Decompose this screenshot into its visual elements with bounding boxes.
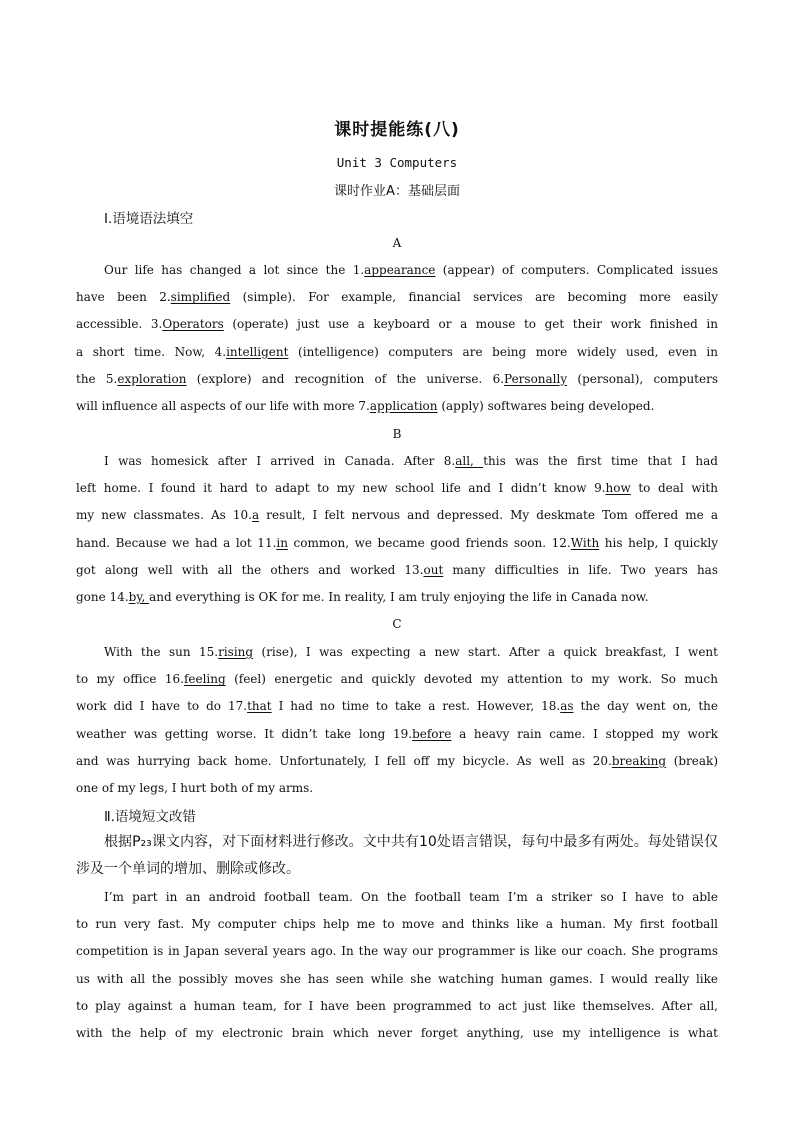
passage-text: and everything is OK for me. In reality, I am truly enjoying the life in Canada now. [149, 589, 649, 604]
passage-line [76, 475, 718, 502]
part-a-letter: A [392, 236, 402, 250]
section2-passage [76, 884, 718, 1047]
passage-line [76, 721, 718, 748]
passage-line: I’m part in an android football team. On the football team I’m a striker so I have to able [104, 890, 718, 904]
passage-text: this was the first time that I had [483, 454, 718, 468]
passage-text: and was hurrying back home. Unfortunately, I fell off my bicycle. As well as 20. [76, 753, 612, 768]
passage-line: to run very fast. My computer chips help me to move and thinks like a human. My first football [76, 917, 718, 932]
passage-text: (apply) softwares being developed. [437, 398, 655, 413]
answer-blank: as [560, 699, 574, 714]
part-b-passage [76, 448, 718, 611]
passage-text: (operate) just use a keyboard or a mouse to get their work finished in [223, 317, 718, 332]
passage-line: 根据P₂₃课文内容，对下面材料进行修改。文中共有10处语言错误，每句中最多有两处。每处错误仅 [104, 834, 718, 850]
passage-line [76, 639, 718, 666]
passage-text: (simple). For example, financial services are becoming more easily [230, 290, 719, 305]
passage-text: left home. I found it hard to adapt to my new school life and I didn’t know 9. [76, 481, 606, 496]
answer-blank: simplified [170, 290, 231, 305]
answer-blank: all, [455, 454, 484, 468]
passage-line [76, 339, 718, 366]
answer-blank: feeling [183, 672, 226, 687]
passage-line: us with all the possibly moves she has seen while she watching human games. I would really like [76, 971, 718, 986]
page-title: 课时提能练(八) [334, 120, 460, 140]
answer-blank: With [570, 535, 600, 550]
passage-line [76, 530, 718, 557]
passage-text: (appear) of computers. Complicated issues [435, 263, 719, 277]
passage-text: result, I felt nervous and depressed. My deskmate Tom offered me a [259, 508, 718, 523]
answer-blank: before [412, 726, 452, 741]
assignment-title: 课时作业A：基础层面 [334, 184, 460, 199]
passage-line [76, 366, 718, 393]
passage-text: (intelligence) computers are being more widely used, even in [288, 344, 718, 359]
answer-blank: that [247, 699, 272, 714]
passage-text: common, we became good friends soon. 12. [287, 535, 571, 550]
passage-line [76, 311, 718, 338]
passage-text: (break) [666, 753, 719, 768]
answer-blank: application [369, 398, 438, 413]
answer-blank: breaking [611, 753, 667, 768]
passage-line: with the help of my electronic brain which never forget anything, use my intelligence is what [76, 1025, 718, 1040]
passage-text: I had no time to take a rest. However, 18. [271, 699, 561, 714]
passage-text: Our life has changed a lot since the 1. [104, 263, 365, 277]
part-b-letter: B [392, 427, 402, 441]
passage-line [76, 693, 718, 720]
answer-blank: rising [218, 645, 254, 659]
passage-text: to deal with [630, 481, 718, 496]
passage-text: (personal), computers [567, 371, 719, 386]
passage-line [76, 284, 718, 311]
answer-blank: out [423, 562, 444, 577]
section1-heading: Ⅰ.语境语法填空 [104, 211, 194, 227]
section2-heading: Ⅱ.语境短文改错 [104, 809, 196, 825]
passage-line [76, 393, 718, 420]
answer-blank: Operators [162, 317, 224, 332]
passage-text: With the sun 15. [104, 645, 219, 659]
unit-title: Unit 3 Computers [336, 155, 458, 170]
passage-line: to play against a human team, for I have been programmed to act just like themselves. After all, [76, 998, 718, 1013]
passage-text: a heavy rain came. I stopped my work [451, 726, 718, 741]
passage-line [76, 775, 718, 802]
passage-text: weather was getting worse. It didn’t take long 19. [76, 726, 413, 741]
part-a-passage [76, 257, 718, 420]
passage-line [76, 502, 718, 529]
passage-line [76, 257, 718, 284]
passage-text: have been 2. [76, 290, 171, 305]
section2-instruction [76, 829, 718, 883]
passage-text: the day went on, the [573, 699, 718, 714]
passage-text: hand. Because we had a lot 11. [76, 535, 277, 550]
passage-text: accessible. 3. [76, 317, 163, 332]
passage-text: many difficulties in life. Two years has [443, 562, 718, 577]
answer-blank: in [276, 535, 288, 550]
part-c-letter: C [392, 617, 402, 631]
passage-line: competition is in Japan several years ago. In the way our programmer is like our coach. She programs [76, 944, 718, 959]
passage-text: his help, I quickly [599, 535, 718, 550]
passage-text: (rise), I was expecting a new start. After a quick breakfast, I went [253, 645, 718, 659]
passage-text: I was homesick after I arrived in Canada. After 8. [104, 454, 456, 468]
passage-text: (explore) and recognition of the universe. 6. [186, 371, 505, 386]
answer-blank: intelligent [226, 344, 289, 359]
answer-blank: a [251, 508, 260, 523]
answer-blank: Personally [504, 371, 568, 386]
passage-text: a short time. Now, 4. [76, 344, 227, 359]
passage-text: one of my legs, I hurt both of my arms. [76, 780, 314, 795]
passage-text: got along well with all the others and worked 13. [76, 562, 424, 577]
part-c-passage [76, 639, 718, 802]
answer-blank: exploration [117, 371, 187, 386]
answer-blank: by, [128, 589, 150, 604]
passage-text: to my office 16. [76, 672, 184, 687]
passage-line [76, 448, 718, 475]
passage-line [76, 584, 718, 611]
answer-blank: appearance [364, 263, 436, 277]
answer-blank: how [605, 481, 631, 496]
passage-text: (feel) energetic and quickly devoted my attention to my work. So much [225, 672, 718, 687]
passage-text: my new classmates. As 10. [76, 508, 252, 523]
passage-text: the 5. [76, 371, 118, 386]
passage-text: gone 14. [76, 589, 129, 604]
passage-line [76, 666, 718, 693]
passage-text: will influence all aspects of our life with more 7. [76, 398, 370, 413]
passage-text: work did I have to do 17. [76, 699, 248, 714]
passage-line [76, 557, 718, 584]
passage-line [76, 748, 718, 775]
passage-line: 涉及一个单词的增加、删除或修改。 [76, 861, 300, 877]
